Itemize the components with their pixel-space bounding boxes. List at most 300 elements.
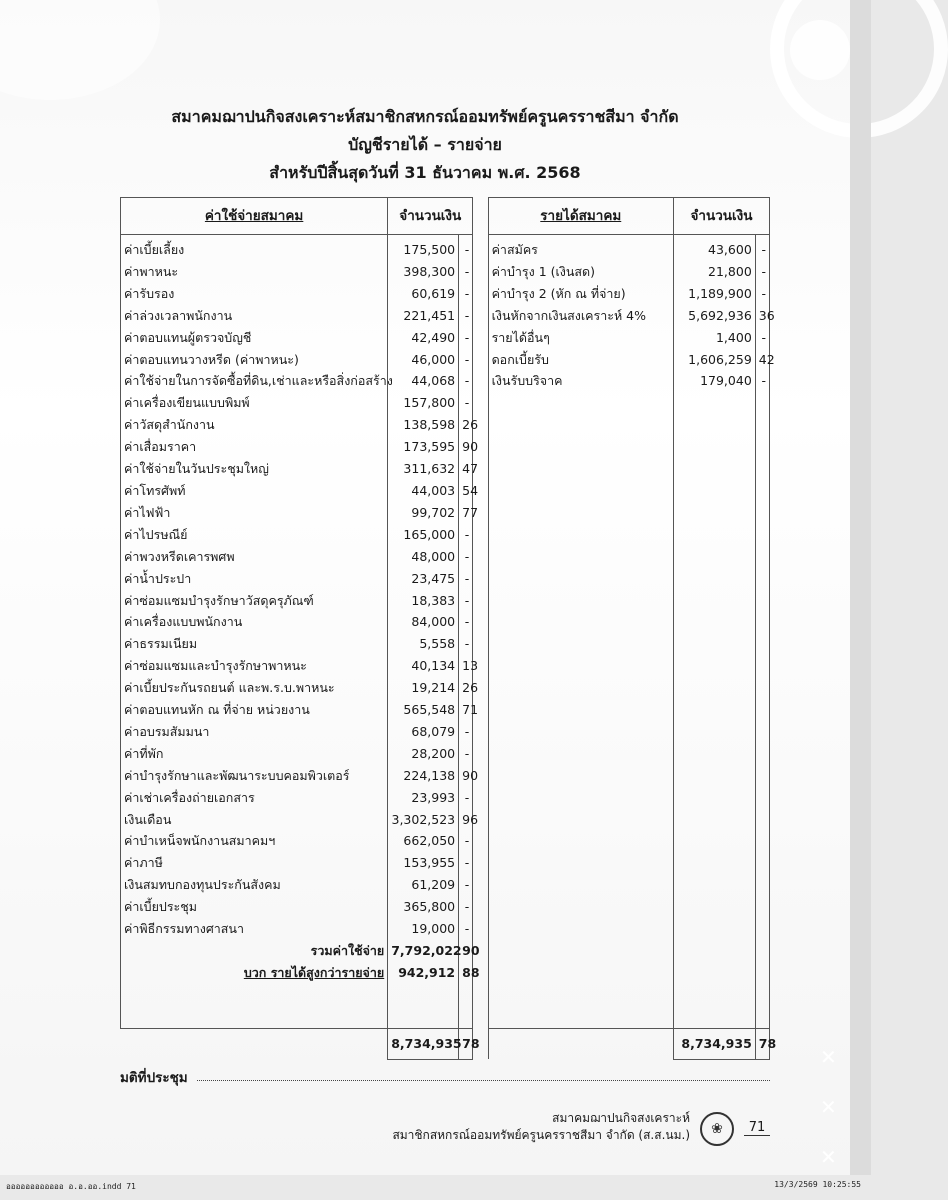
expense-item-label: ค่าภาษี (121, 852, 388, 874)
expense-item-amount: 19,000 (388, 918, 459, 940)
income-item-satang (755, 502, 769, 524)
column-gap (473, 743, 488, 765)
income-item-amount: 1,400 (673, 327, 755, 349)
table-row (121, 743, 770, 765)
income-item-satang (755, 568, 769, 590)
expense-item-label: ค่าบำเหน็จพนักงานสมาคมฯ (121, 830, 388, 852)
expense-item-amount: 44,068 (388, 370, 459, 392)
expense-item-amount: 19,214 (388, 677, 459, 699)
income-item-label (488, 896, 673, 918)
expense-item-amount: 224,138 (388, 765, 459, 787)
expense-item-label: เงินเดือน (121, 809, 388, 831)
income-item-amount (673, 677, 755, 699)
income-empty (488, 962, 673, 984)
table-row (121, 414, 770, 436)
expense-item-amount: 153,955 (388, 852, 459, 874)
expense-item-satang: - (459, 874, 473, 896)
expense-item-label: ค่าไปรษณีย์ (121, 524, 388, 546)
table-row (121, 677, 770, 699)
income-empty-amount (673, 940, 755, 962)
column-gap (473, 283, 488, 305)
income-column-header: รายได้สมาคม (488, 198, 673, 235)
table-row (121, 721, 770, 743)
income-amount-header: จำนวนเงิน (673, 198, 769, 235)
resolution-dotted-line (197, 1080, 770, 1081)
table-row (121, 590, 770, 612)
expense-item-satang: - (459, 305, 473, 327)
income-item-amount: 179,040 (673, 370, 755, 392)
expense-item-amount: 165,000 (388, 524, 459, 546)
income-item-label (488, 436, 673, 458)
empty-cell (488, 1028, 673, 1059)
expense-item-satang: - (459, 546, 473, 568)
income-item-satang (755, 721, 769, 743)
income-item-label: เงินหักจากเงินสงเคราะห์ 4% (491, 307, 646, 323)
income-item-satang (755, 852, 769, 874)
income-expense-table (120, 197, 777, 1060)
table-row (121, 480, 770, 502)
expense-item-amount: 68,079 (388, 721, 459, 743)
income-item-label: ค่าบำรุง 1 (เงินสด) (491, 263, 596, 279)
income-item-satang: 36 (755, 305, 769, 327)
expense-item-satang: 47 (459, 458, 473, 480)
income-item-satang (755, 458, 769, 480)
expense-item-amount: 23,993 (388, 787, 459, 809)
income-item-amount: 21,800 (673, 261, 755, 283)
expense-column-header: ค่าใช้จ่ายสมาคม (121, 198, 388, 235)
expense-item-label: ค่าบำรุงรักษาและพัฒนาระบบคอมพิวเตอร์ (121, 765, 388, 787)
income-empty-satang (755, 940, 769, 962)
subtotal-satang: 90 (459, 940, 473, 962)
table-row (121, 633, 770, 655)
income-item-label (488, 721, 673, 743)
income-item-satang (755, 765, 769, 787)
table-row (121, 546, 770, 568)
column-gap (473, 590, 488, 612)
resolution-label: มติที่ประชุม (120, 1070, 188, 1086)
income-item-satang: 42 (755, 349, 769, 371)
surplus-satang: 88 (459, 962, 473, 984)
footer-line-1: สมาคมฌาปนกิจสงเคราะห์ (552, 1111, 690, 1125)
expense-item-label: ค่าเบี้ยเลี้ยง (121, 235, 388, 261)
expense-item-amount: 311,632 (388, 458, 459, 480)
expense-item-label: ค่าเช่าเครื่องถ่ายเอกสาร (121, 787, 388, 809)
income-empty (488, 940, 673, 962)
income-item-satang (755, 918, 769, 940)
expense-item-satang: - (459, 830, 473, 852)
income-item-amount (673, 611, 755, 633)
print-slug-file: ออออออออออออ อ.อ.ออ.indd 71 (6, 1182, 136, 1191)
income-item-satang (755, 655, 769, 677)
column-gap (473, 852, 488, 874)
table-row (121, 787, 770, 809)
income-item-label: เงินรับบริจาค (491, 373, 563, 389)
expense-item-satang: 71 (459, 699, 473, 721)
income-item-amount (673, 633, 755, 655)
footer-line-2: สมาชิกสหกรณ์ออมทรัพย์ครูนครราชสีมา จำกัด (ส.ส.นม.) (392, 1128, 690, 1142)
income-item-amount (673, 568, 755, 590)
decorative-blob (0, 0, 160, 100)
expense-item-satang: - (459, 370, 473, 392)
income-item-satang (755, 677, 769, 699)
expense-item-label: ค่าตอบแทนวางหรีด (ค่าพาหนะ) (121, 349, 388, 371)
grand-total-row (121, 1028, 770, 1059)
table-row (121, 392, 770, 414)
expense-item-satang: 96 (459, 809, 473, 831)
surplus-row (121, 962, 770, 984)
table-row (121, 852, 770, 874)
income-item-amount (673, 830, 755, 852)
table-row (121, 349, 770, 371)
expense-item-amount: 46,000 (388, 349, 459, 371)
table-row (121, 809, 770, 831)
expense-item-satang: - (459, 896, 473, 918)
expense-item-label: ค่าวัสดุสำนักงาน (121, 414, 388, 436)
expense-item-satang: 90 (459, 436, 473, 458)
expense-amount-header: จำนวนเงิน (388, 198, 473, 235)
income-item-amount (673, 787, 755, 809)
table-row (121, 261, 770, 283)
income-item-satang: - (755, 235, 769, 261)
period-title: สำหรับปีสิ้นสุดวันที่ 31 ธันวาคม พ.ศ. 2568 (269, 163, 581, 182)
income-item-amount (673, 918, 755, 940)
table-row (121, 568, 770, 590)
filler-row (121, 984, 770, 1029)
table-row (121, 830, 770, 852)
column-gap (473, 349, 488, 371)
expense-item-label: ค่าเบี้ยประกันรถยนต์ และพ.ร.บ.พาหนะ (121, 677, 388, 699)
expense-item-amount: 565,548 (388, 699, 459, 721)
income-item-amount (673, 414, 755, 436)
income-item-amount (673, 809, 755, 831)
expense-item-amount: 3,302,523 (388, 809, 459, 831)
expense-item-amount: 138,598 (388, 414, 459, 436)
expense-item-satang: - (459, 392, 473, 414)
income-item-label (488, 874, 673, 896)
income-item-satang (755, 633, 769, 655)
expense-item-satang: - (459, 568, 473, 590)
income-item-amount (673, 524, 755, 546)
income-item-amount (673, 502, 755, 524)
income-item-satang (755, 480, 769, 502)
total-expense-satang: 78 (459, 1028, 473, 1059)
column-gap (473, 392, 488, 414)
column-gap (473, 305, 488, 327)
table-row (121, 611, 770, 633)
column-gap (473, 198, 488, 235)
total-income-satang: 78 (755, 1028, 769, 1059)
income-item-satang (755, 809, 769, 831)
income-item-amount (673, 699, 755, 721)
subtotal-amount: 7,792,022 (388, 940, 459, 962)
surplus-label-text: บวก รายได้สูงกว่ารายจ่าย (243, 964, 385, 980)
income-item-label: ค่าบำรุง 2 (หัก ณ ที่จ่าย) (491, 285, 626, 301)
income-item-satang (755, 699, 769, 721)
income-item-label (488, 699, 673, 721)
expense-item-amount: 23,475 (388, 568, 459, 590)
decorative-x-icon: ✕ (820, 1045, 837, 1069)
income-item-label (488, 568, 673, 590)
empty-cell (121, 1028, 388, 1059)
income-item-label (488, 677, 673, 699)
expense-item-amount: 398,300 (388, 261, 459, 283)
expense-item-label: ค่าพาหนะ (121, 261, 388, 283)
income-item-satang: - (755, 327, 769, 349)
expense-item-satang: - (459, 283, 473, 305)
income-item-label (488, 502, 673, 524)
expense-item-amount: 157,800 (388, 392, 459, 414)
expense-item-satang: 90 (459, 765, 473, 787)
expense-item-satang: - (459, 524, 473, 546)
expense-item-satang: 54 (459, 480, 473, 502)
column-gap (473, 327, 488, 349)
expense-item-satang: - (459, 235, 473, 261)
expense-item-satang: - (459, 743, 473, 765)
table-row (121, 896, 770, 918)
income-item-amount (673, 546, 755, 568)
income-item-satang (755, 743, 769, 765)
column-gap (473, 546, 488, 568)
expense-item-amount: 40,134 (388, 655, 459, 677)
expense-item-label: ค่าพิธีกรรมทางศาสนา (121, 918, 388, 940)
decorative-x-icon: ✕ (820, 1095, 837, 1119)
column-gap (473, 830, 488, 852)
expense-item-amount: 84,000 (388, 611, 459, 633)
income-item-amount (673, 392, 755, 414)
income-item-label: ค่าสมัคร (491, 242, 538, 257)
expense-item-satang: - (459, 852, 473, 874)
income-item-label (488, 524, 673, 546)
table-row (121, 874, 770, 896)
expense-item-label: ค่าน้ำประปา (121, 568, 388, 590)
income-item-amount (673, 590, 755, 612)
income-item-satang (755, 524, 769, 546)
expense-item-satang: - (459, 918, 473, 940)
column-gap (473, 370, 488, 392)
income-empty-satang (755, 962, 769, 984)
expense-item-amount: 18,383 (388, 590, 459, 612)
expense-item-label: ค่าเสื่อมราคา (121, 436, 388, 458)
income-item-amount: 5,692,936 (673, 305, 755, 327)
income-item-label (488, 633, 673, 655)
decorative-dot (790, 20, 850, 80)
income-item-satang (755, 546, 769, 568)
table-row (121, 305, 770, 327)
expense-item-amount: 28,200 (388, 743, 459, 765)
expense-item-label: ค่าซ่อมแซมบำรุงรักษาวัสดุครุภัณฑ์ (121, 590, 388, 612)
table-row (121, 327, 770, 349)
table-row (121, 283, 770, 305)
expense-item-satang: - (459, 633, 473, 655)
income-item-satang (755, 436, 769, 458)
income-item-satang (755, 392, 769, 414)
total-income-amount: 8,734,935 (673, 1028, 755, 1059)
income-item-label (488, 414, 673, 436)
expense-item-amount: 662,050 (388, 830, 459, 852)
expense-item-amount: 44,003 (388, 480, 459, 502)
expense-item-label: ค่าล่วงเวลาพนักงาน (121, 305, 388, 327)
income-item-amount (673, 896, 755, 918)
expense-item-label: ค่าเครื่องแบบพนักงาน (121, 611, 388, 633)
empty-cell (388, 984, 459, 1029)
column-gap (473, 633, 488, 655)
income-item-label (488, 765, 673, 787)
expense-item-satang: - (459, 787, 473, 809)
expense-item-amount: 365,800 (388, 896, 459, 918)
expense-item-amount: 42,490 (388, 327, 459, 349)
income-item-satang (755, 896, 769, 918)
empty-cell (488, 984, 673, 1029)
income-item-amount (673, 436, 755, 458)
income-item-satang: - (755, 370, 769, 392)
expense-item-satang: - (459, 611, 473, 633)
table-row (121, 370, 770, 392)
surplus-amount: 942,912 (388, 962, 459, 984)
income-item-amount (673, 852, 755, 874)
income-item-label (488, 590, 673, 612)
decorative-x-icon: ✕ (820, 1145, 837, 1169)
table-row (121, 524, 770, 546)
column-gap (473, 261, 488, 283)
expense-item-amount: 173,595 (388, 436, 459, 458)
table-row (121, 502, 770, 524)
table-row (121, 765, 770, 787)
expense-item-satang: - (459, 327, 473, 349)
income-item-satang: - (755, 261, 769, 283)
income-item-satang: - (755, 283, 769, 305)
income-item-satang (755, 590, 769, 612)
expense-item-label: ค่าซ่อมแซมและบำรุงรักษาพาหนะ (121, 655, 388, 677)
column-gap (473, 235, 488, 261)
page-edge (850, 0, 871, 1175)
subtotal-label: รวมค่าใช้จ่าย (121, 940, 388, 962)
column-gap (473, 918, 488, 940)
expense-item-satang: 77 (459, 502, 473, 524)
income-item-label (488, 480, 673, 502)
column-gap (473, 524, 488, 546)
income-item-label (488, 809, 673, 831)
subtotal-row (121, 940, 770, 962)
income-item-satang (755, 830, 769, 852)
income-item-label (488, 611, 673, 633)
expense-item-label: ค่าตอบแทนหัก ณ ที่จ่าย หน่วยงาน (121, 699, 388, 721)
expense-item-label: ค่าพวงหรีดเคารพศพ (121, 546, 388, 568)
income-item-label (488, 743, 673, 765)
income-item-amount: 1,606,259 (673, 349, 755, 371)
expense-item-label: ค่าตอบแทนผู้ตรวจบัญชี (121, 327, 388, 349)
income-item-amount (673, 655, 755, 677)
income-item-label: รายได้อื่นๆ (491, 329, 550, 345)
expense-item-satang: - (459, 590, 473, 612)
income-item-label (488, 830, 673, 852)
expense-item-label: ค่าอบรมสัมมนา (121, 721, 388, 743)
column-gap (473, 568, 488, 590)
income-item-amount (673, 874, 755, 896)
column-gap (473, 787, 488, 809)
income-item-amount (673, 765, 755, 787)
expense-item-satang: 13 (459, 655, 473, 677)
income-item-satang (755, 414, 769, 436)
income-item-label (488, 458, 673, 480)
expense-item-label: ค่าใช้จ่ายในวันประชุมใหญ่ (121, 458, 388, 480)
income-item-amount: 1,189,900 (673, 283, 755, 305)
org-emblem-icon: ❀ (700, 1112, 734, 1146)
income-item-satang (755, 611, 769, 633)
income-item-label (488, 787, 673, 809)
expense-item-satang: - (459, 721, 473, 743)
expense-item-amount: 60,619 (388, 283, 459, 305)
footer-org (392, 1110, 690, 1144)
table-row (121, 458, 770, 480)
income-item-amount (673, 480, 755, 502)
income-item-label (488, 655, 673, 677)
column-gap (473, 874, 488, 896)
expense-item-amount: 5,558 (388, 633, 459, 655)
income-item-label: ดอกเบี้ยรับ (491, 351, 549, 367)
page-number: 71 (744, 1120, 770, 1136)
surplus-label (121, 962, 388, 984)
income-item-label (488, 852, 673, 874)
income-item-satang (755, 874, 769, 896)
empty-cell (473, 984, 488, 1029)
empty-cell (121, 984, 388, 1029)
column-gap (473, 896, 488, 918)
expense-item-label: ค่าเบี้ยประชุม (121, 896, 388, 918)
expense-item-label: ค่าเครื่องเขียนแบบพิมพ์ (121, 392, 388, 414)
income-item-label (488, 392, 673, 414)
expense-item-label: ค่าธรรมเนียม (121, 633, 388, 655)
expense-item-amount: 175,500 (388, 235, 459, 261)
table-row (121, 235, 770, 261)
total-expense-amount: 8,734,935 (388, 1028, 459, 1059)
column-gap (473, 611, 488, 633)
empty-cell (755, 984, 769, 1029)
table-row (121, 436, 770, 458)
print-slug-timestamp: 13/3/2569 10:25:55 (774, 1180, 861, 1189)
empty-cell (459, 984, 473, 1029)
expense-item-label: ค่าใช้จ่ายในการจัดซื้อที่ดิน,เช่าและหรือสิ่งก่อสร้าง (121, 370, 388, 392)
income-item-amount: 43,600 (673, 235, 755, 261)
org-title: สมาคมฌาปนกิจสงเคราะห์สมาชิกสหกรณ์ออมทรัพย์ครูนครราชสีมา จำกัด (171, 107, 679, 126)
table-row (121, 655, 770, 677)
table-header-row (121, 198, 770, 235)
expense-item-satang: - (459, 261, 473, 283)
income-item-amount (673, 458, 755, 480)
expense-item-label: เงินสมทบกองทุนประกันสังคม (121, 874, 388, 896)
expense-item-amount: 221,451 (388, 305, 459, 327)
expense-item-label: ค่าโทรศัพท์ (121, 480, 388, 502)
expense-item-amount: 61,209 (388, 874, 459, 896)
table-row (121, 918, 770, 940)
expense-item-amount: 48,000 (388, 546, 459, 568)
expense-item-label: ค่าไฟฟ้า (121, 502, 388, 524)
empty-cell (673, 984, 755, 1029)
expense-item-label: ค่ารับรอง (121, 283, 388, 305)
column-gap (473, 721, 488, 743)
income-item-amount (673, 743, 755, 765)
statement-title: บัญชีรายได้ – รายจ่าย (348, 135, 502, 154)
expense-item-satang: 26 (459, 414, 473, 436)
expense-item-amount: 99,702 (388, 502, 459, 524)
income-item-label (488, 918, 673, 940)
table-row (121, 699, 770, 721)
income-item-amount (673, 721, 755, 743)
expense-item-label: ค่าที่พัก (121, 743, 388, 765)
expense-item-satang: 26 (459, 677, 473, 699)
income-item-label (488, 546, 673, 568)
expense-item-satang: - (459, 349, 473, 371)
income-empty-amount (673, 962, 755, 984)
